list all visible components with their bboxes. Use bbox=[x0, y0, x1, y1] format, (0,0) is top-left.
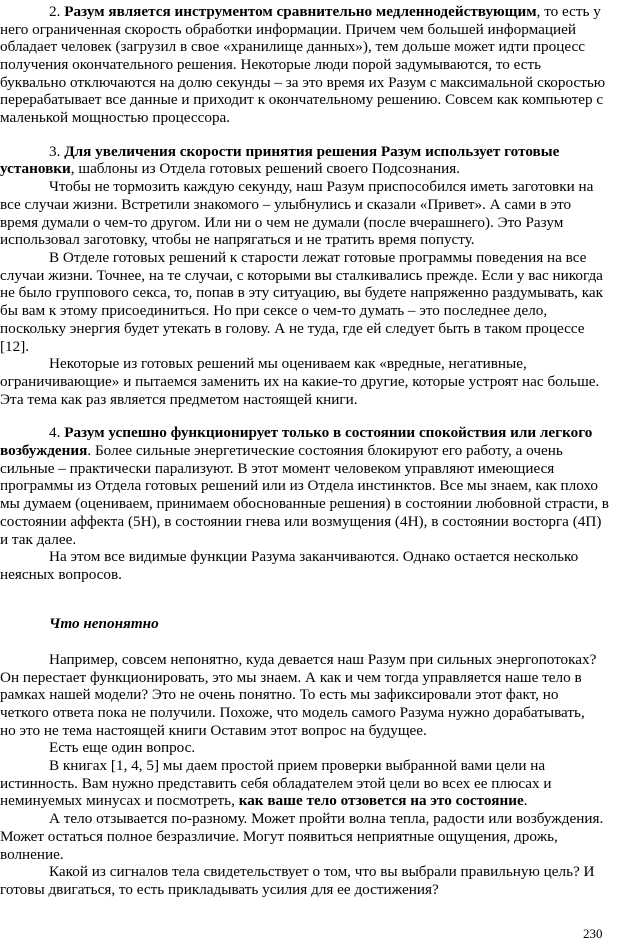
text-line: обладает человек (загрузил в свое «хранилище данных»), тем дольше может идти процесс bbox=[0, 38, 585, 56]
text-line: программы из Отдела готовых решений или из Отдела инстинктов. Все мы знаем, как плохо bbox=[0, 477, 599, 495]
text-line: 2. Разум является инструментом сравнительно медленнодействующим, то есть у bbox=[49, 2, 601, 20]
text-line: готовы двигаться, то есть прикладывать усилия для ее достижения? bbox=[0, 881, 439, 898]
text-line: но это не тема настоящей книги Оставим этот вопрос на будущее. bbox=[0, 721, 427, 739]
section-heading: Что непонятно bbox=[49, 615, 159, 633]
text-line: сильные – практически парализуют. В этот момент человеком управляют имеющиеся bbox=[0, 459, 555, 477]
text-line: все случаи жизни. Встретили знакомого – улыбнулись и сказали «Привет». А сами в это bbox=[0, 195, 572, 213]
text-line: На этом все видимые функции Разума заканчиваются. Однако остается несколько bbox=[49, 548, 579, 566]
text-line: неясных вопросов. bbox=[0, 565, 122, 583]
text-line: ограничивающие» и пытаемся заменить их на какие-то другие, которые устроят нас больше. bbox=[0, 372, 600, 390]
text-line: 3. Для увеличения скорости принятия решения Разум использует готовые bbox=[49, 142, 560, 160]
text-line: Может остаться полное безразличие. Могут появиться неприятные ощущения, дрожь, bbox=[0, 827, 558, 845]
text-line: рамках нашей модели? Это не очень понятно. То есть мы зафиксировали этот факт, но bbox=[0, 686, 559, 704]
text-line: Например, совсем непонятно, куда девается наш Разум при сильных энергопотоках? bbox=[49, 650, 597, 668]
text-line: перерабатывает все данные и приходит к окончательному решению. Совсем как компьютер с bbox=[0, 91, 604, 109]
text-line: маленькой мощностью процессора. bbox=[0, 109, 231, 127]
text-line: Эта тема как раз является предметом настоящей книги. bbox=[0, 390, 358, 408]
text-line: не было группового секса, то, попав в эту ситуацию, вы будете напряженно раздумывать, как bbox=[0, 284, 603, 302]
text-line: получения окончательного решения. Некоторые люди порой задумываются, то есть bbox=[0, 56, 542, 73]
text-line: Он перестает функционировать, это мы знаем. А как и чем тогда управляется наше тело в bbox=[0, 668, 582, 686]
text-line: возбуждения. Более сильные энергетические состояния блокируют его работу, а очень bbox=[0, 441, 563, 459]
text-line: истинность. Вам нужно представить себя обладателем этой цели во всех ее плюсах и bbox=[0, 774, 552, 792]
text-line: Какой из сигналов тела свидетельствует о том, что вы выбрали правильную цель? И bbox=[49, 863, 595, 881]
text-line: неминуемых минусах и посмотреть, как ваше тело отзовется на это состояние. bbox=[0, 792, 528, 810]
text-line: использовал заготовку, чтобы не напрягаться и не тратить время попусту. bbox=[0, 231, 475, 249]
text-line: четкого ответа пока не получили. Похоже, что модель самого Разума нужно дорабатывать, bbox=[0, 703, 585, 721]
text-line: время думали о чем-то другом. Или ни о чем не думали (после вчерашнего). Это Разум bbox=[0, 213, 564, 231]
text-line: мы думаем (оцениваем, принимаем обоснованные решения) в состоянии любовной страсти, в bbox=[0, 495, 609, 513]
text-line: буквально отключаются на долю секунды – за это время их Разум с максимальной скоростью bbox=[0, 73, 606, 91]
text-line: В Отделе готовых решений к старости лежат готовые программы поведения на все bbox=[49, 249, 587, 266]
text-line: Чтобы не тормозить каждую секунду, наш Разум приспособился иметь заготовки на bbox=[49, 178, 594, 196]
page-number: 230 bbox=[583, 926, 603, 941]
text-line: состоянии аффекта (5Н), в состоянии гнева или возмущения (4Н), в состоянии восторга (4П) bbox=[0, 512, 602, 530]
text-line: 4. Разум успешно функционирует только в состоянии спокойствия или легкого bbox=[49, 424, 593, 442]
text-line: бы вам к этому присоединиться. Но при сексе о чем-то думать – это последнее дело, bbox=[0, 302, 548, 320]
text-line: А тело отзывается по-разному. Может пройти волна тепла, радости или возбуждения. bbox=[49, 810, 604, 828]
text-line: волнение. bbox=[0, 845, 64, 863]
text-line: поскольку энергия будет утекать в голову. А не туда, где ей следует быть в таком процессе bbox=[0, 319, 585, 337]
text-line: установки, шаблоны из Отдела готовых решений своего Подсознания. bbox=[0, 160, 461, 178]
text-line: и так далее. bbox=[0, 530, 77, 548]
text-line: [12]. bbox=[0, 337, 30, 355]
text-line: него ограниченная скорость обработки информации. Причем чем большей информацией bbox=[0, 20, 576, 38]
text-line: Некоторые из готовых решений мы оцениваем как «вредные, негативные, bbox=[49, 355, 527, 373]
text-line: В книгах [1, 4, 5] мы даем простой прием проверки выбранной вами цели на bbox=[49, 757, 546, 774]
text-line: Есть еще один вопрос. bbox=[49, 739, 196, 757]
text-line: случаи жизни. Точнее, на те случаи, с которыми вы сталкивались прежде. Если у вас никогда bbox=[0, 266, 603, 284]
